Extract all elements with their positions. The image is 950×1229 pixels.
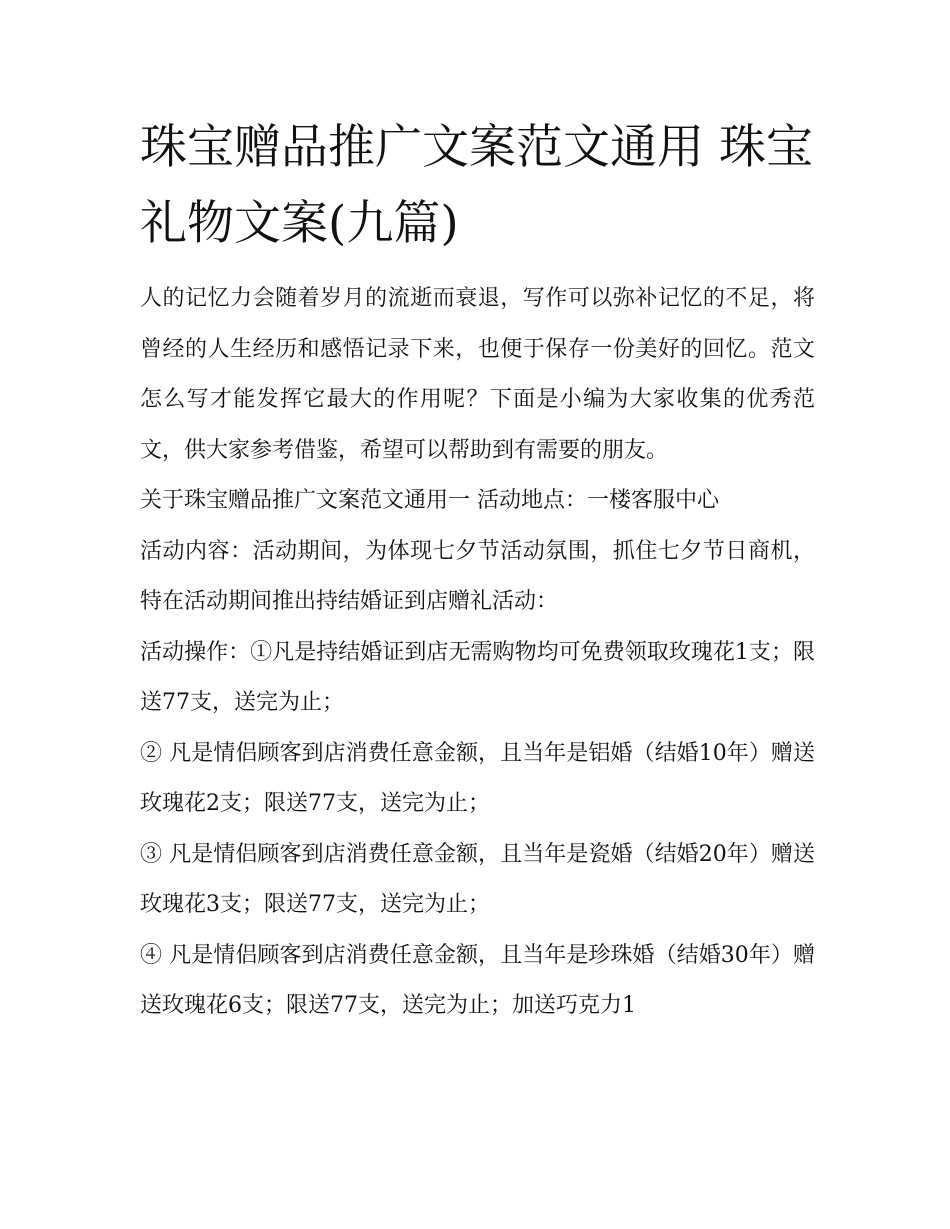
paragraph-activity-content: 活动内容：活动期间，为体现七夕节活动氛围，抓住七夕节日商机，特在活动期间推出持结婚证到店赠礼活动： — [140, 538, 815, 614]
paragraph-activity-operation: 活动操作：①凡是持结婚证到店无需购物均可免费领取玫瑰花1支；限送77支，送完为止； — [140, 639, 815, 715]
paragraph-activity-location: 关于珠宝赠品推广文案范文通用一 活动地点：一楼客服中心 — [140, 488, 719, 513]
paragraph-intro: 人的记忆力会随着岁月的流逝而衰退，写作可以弥补记忆的不足，将曾经的人生经历和感悟记录下来，也便于保存一份美好的回忆。范文怎么写才能发挥它最大的作用呢？下面是小编为大家收集的优秀范文，供大家参考借鉴，希望可以帮助到有需要的朋友。 — [140, 286, 815, 463]
document-title: 珠宝赠品推广文案范文通用 珠宝礼物文案(九篇) — [140, 120, 813, 251]
paragraph-item-2: ② 凡是情侣顾客到店消费任意金额，且当年是铝婚（结婚10年）赠送玫瑰花2支；限送77支，送完为止； — [140, 740, 815, 816]
paragraph-item-4: ④ 凡是情侣顾客到店消费任意金额，且当年是珍珠婚（结婚30年）赠送玫瑰花6支；限送77支，送完为止；加送巧克力1 — [140, 942, 815, 1018]
document-page — [140, 110, 815, 1032]
paragraph-item-3: ③ 凡是情侣顾客到店消费任意金额，且当年是瓷婚（结婚20年）赠送玫瑰花3支；限送77支，送完为止； — [140, 841, 815, 917]
